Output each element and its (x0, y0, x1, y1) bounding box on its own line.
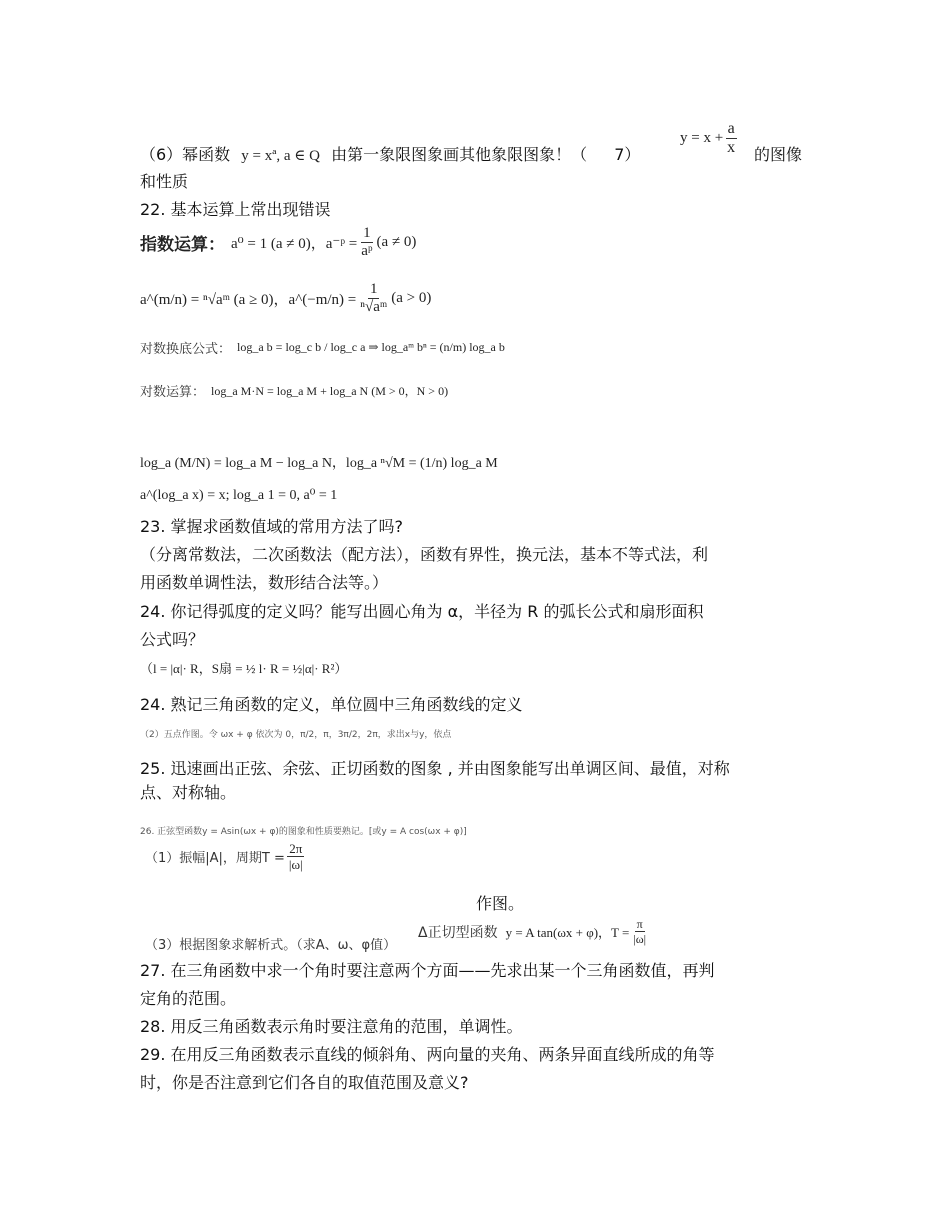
period-den: |ω| (288, 857, 303, 872)
period-fraction (287, 842, 305, 871)
amplitude-period (145, 842, 307, 871)
power-function-formula: y = xª, a ∈ Q (241, 148, 320, 164)
log-div-rule: log_a (M/N) = log_a M − log_a N，log_a ⁿ√M = (1/n) log_a M (140, 456, 498, 471)
item24b-title: 24. 熟记三角函数的定义，单位圆中三角函数线的定义 (140, 695, 523, 714)
item23-title: 23. 掌握求函数值域的常用方法了吗? (140, 517, 404, 536)
item7-frac-den: x (727, 139, 736, 156)
item6-line1 (140, 144, 640, 167)
item28-line-1: 28. 用反三角函数表示角时要注意角的范围，单调性。 (140, 1017, 523, 1036)
log-ops-label: 对数运算： (140, 385, 206, 400)
item27-line-2: 定角的范围。 (140, 989, 237, 1008)
exp-rule-2-num: 1 (369, 281, 378, 297)
item7-formula (680, 121, 739, 156)
exp-rule-1-den: aᵖ (361, 243, 373, 259)
solve-expression-text: （3）根据图象求解析式。（求A、ω、φ值） (145, 938, 397, 953)
item6-line2: 和性质 (140, 172, 189, 191)
exp-rule-1 (140, 226, 416, 259)
item25-line-1: 25. 迅速画出正弦、余弦、正切函数的图象 , 并由图象能写出单调区间、最值，对称 (140, 759, 730, 778)
exp-rule-1-text: a⁰ = 1 (a ≠ 0)，a⁻ᵖ = (231, 236, 358, 252)
change-base-rule (140, 338, 505, 357)
log-identity-rule: a^(log_a x) = x; log_a 1 = 0, a⁰ = 1 (140, 488, 338, 503)
item7-frac-num: a (727, 120, 735, 137)
exp-rule-2-den: ⁿ√aᵐ (360, 299, 388, 315)
log-ops-formula: log_a M·N = log_a M + log_a N (M > 0，N > 0) (211, 384, 449, 398)
item7-number: 7） (614, 145, 641, 164)
item22-title: 22. 基本运算上常出现错误 (140, 200, 331, 219)
item24a-title-2: 公式吗？ (140, 630, 205, 649)
item25-line-2: 点、对称轴。 (140, 783, 237, 802)
tangent-formula: y = A tan(ωx + φ)，T = (505, 925, 630, 940)
tangent-period-num: π (636, 917, 643, 931)
change-base-formula: log_a b = log_c b / log_c a ⇒ log_aᵐ bⁿ = (n/m) log_a b (237, 340, 505, 354)
exp-label: 指数运算： (140, 235, 225, 255)
period-num: 2π (289, 841, 303, 856)
exp-rule-1-num: 1 (363, 225, 371, 241)
item29-line-1: 29. 在用反三角函数表示直线的倾斜角、两向量的夹角、两条异面直线所成的角等 (140, 1045, 715, 1064)
exp-rule-2 (140, 282, 431, 315)
item6-prefix: （6）幂函数 (140, 145, 231, 164)
tangent-label: Δ正切型函数 (418, 924, 498, 941)
item7-formula-left: y = x + (680, 130, 724, 146)
five-point-note: （2）五点作图。令 ωx + φ 依次为 0，π/2，π，3π/2，2π，求出x与y，依点 (140, 730, 452, 740)
item27-line-1: 27. 在三角函数中求一个角时要注意两个方面——先求出某一个三角函数值，再判 (140, 961, 715, 980)
item29-line-2: 时，你是否注意到它们各自的取值范围及意义? (140, 1073, 469, 1092)
log-ops-rule (140, 381, 448, 400)
change-base-label: 对数换底公式： (140, 342, 232, 357)
tangent-type (418, 918, 650, 945)
item6-mid: 由第一象限图象画其他象限图象！（ (331, 145, 588, 164)
item7-suffix: 的图像 (754, 145, 803, 164)
tangent-period-den: |ω| (633, 932, 647, 946)
item24a-title: 24. 你记得弧度的定义吗？能写出圆心角为 α，半径为 R 的弧长公式和扇形面积 (140, 602, 704, 621)
sine-type-note: 26. 正弦型函数y = Asin(ωx + φ)的图象和性质要熟记。[或y = A cos(ωx + φ)] (140, 827, 467, 837)
exp-rule-2-fraction (358, 282, 389, 315)
exp-rule-2-text: a^(m/n) = ⁿ√aᵐ (a ≥ 0)，a^(−m/n) = (140, 292, 357, 308)
exp-rule-1-tail: (a ≠ 0) (376, 234, 417, 250)
exp-rule-1-fraction (359, 226, 374, 259)
item23-body-1: （分离常数法，二次函数法（配方法），函数有界性，换元法，基本不等式法，利 (140, 545, 709, 564)
item7-fraction (725, 121, 737, 156)
draw-graph-text: 作图。 (476, 894, 525, 913)
arc-length-formula: （l = |α|· R，S扇 = ½ l· R = ½|α|· R²） (140, 661, 348, 676)
exp-rule-2-tail: (a > 0) (391, 290, 432, 306)
item23-body-2: 用函数单调性法，数形结合法等。） (140, 573, 389, 592)
tangent-period-fraction (631, 918, 648, 945)
amplitude-text: （1）振幅|A|，周期T = (145, 851, 285, 866)
